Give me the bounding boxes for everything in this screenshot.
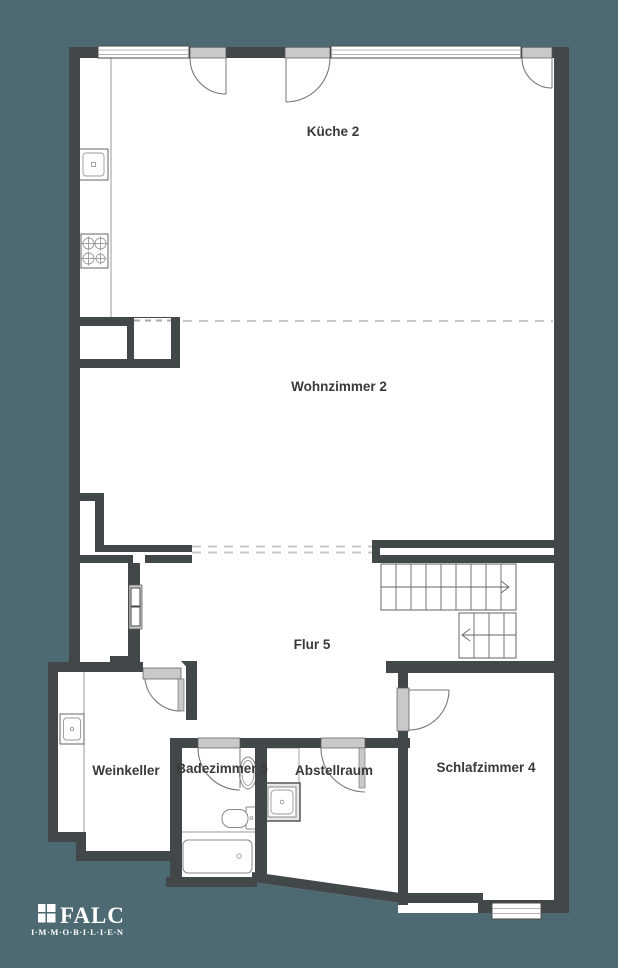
stove-icon	[81, 234, 108, 268]
winecellar-sink-icon	[60, 714, 84, 744]
window-hall	[129, 585, 142, 629]
room-label-bathroom: Badezimmer 5	[176, 761, 268, 776]
window-bedroom	[492, 903, 541, 919]
room-label-storage: Abstellraum	[294, 763, 374, 778]
room-label-living: Wohnzimmer 2	[291, 379, 387, 394]
chimney-void-right	[134, 318, 171, 359]
falc-logo-text: FALC	[60, 903, 125, 928]
stairwell-wall-channel	[380, 548, 554, 555]
room-label-hall: Flur 5	[293, 637, 331, 652]
falc-logo-subtitle: I·M·M·O·B·I·L·I·E·N	[31, 927, 124, 937]
falc-logo	[31, 903, 125, 937]
toilet-icon	[222, 807, 257, 829]
stairs-lower-flight	[459, 613, 516, 658]
room-label-bedroom: Schlafzimmer 4	[436, 760, 536, 775]
wall-right	[554, 47, 569, 913]
room-label-winecellar: Weinkeller	[92, 763, 160, 778]
window-living	[331, 46, 521, 58]
chimney-void-left	[80, 326, 127, 359]
stairs-upper-flight	[381, 564, 516, 610]
room-label-kitchen: Küche 2	[306, 124, 360, 139]
window-kitchen	[98, 46, 189, 58]
room-floors	[48, 47, 569, 913]
floor-bedroom	[398, 673, 569, 913]
kitchen-sink-icon	[79, 149, 108, 180]
